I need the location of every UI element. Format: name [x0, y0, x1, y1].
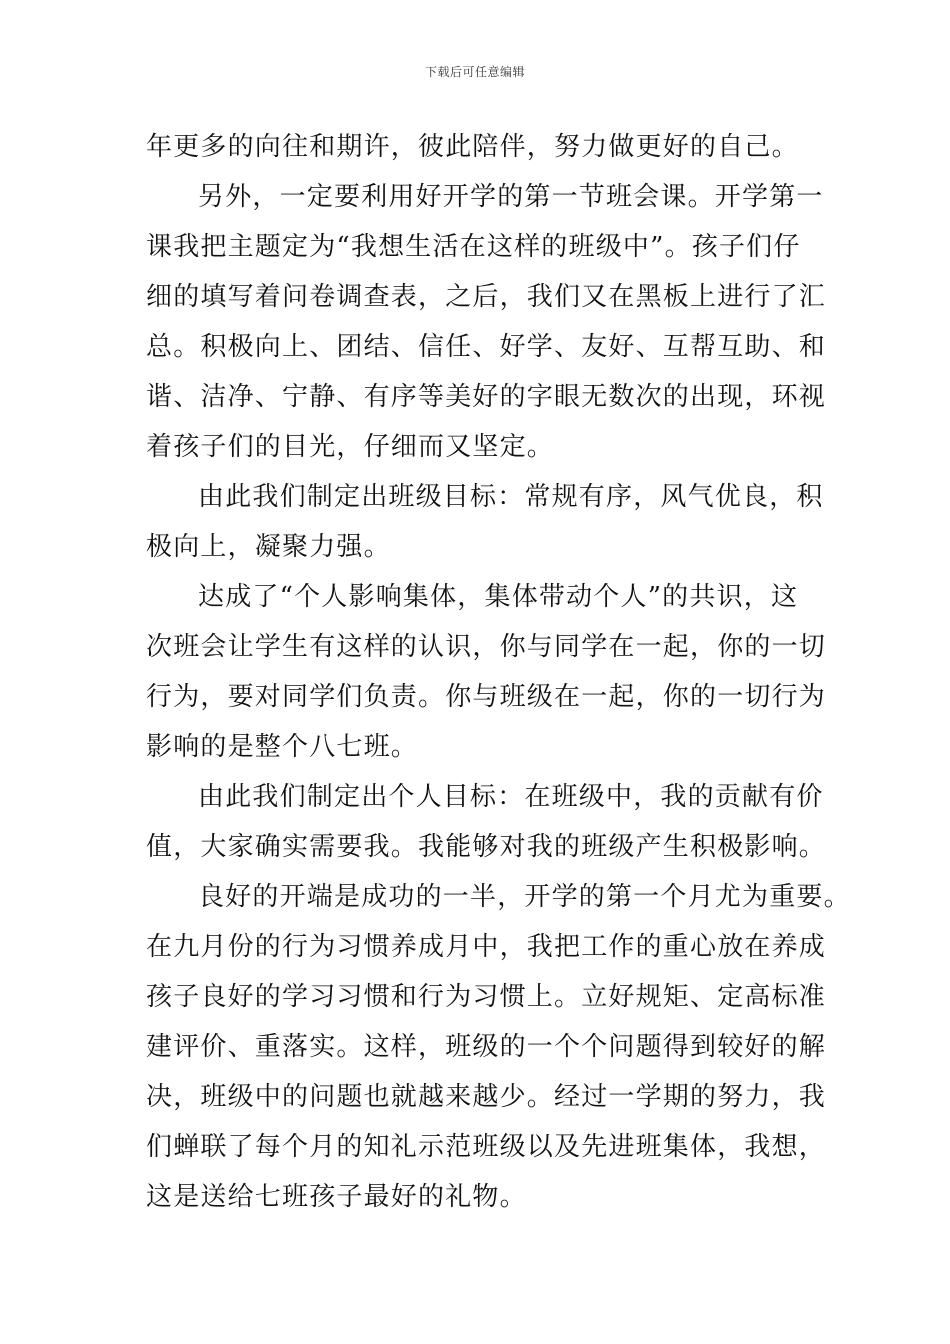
text-line: 这是送给七班孩子最好的礼物。 [146, 1182, 527, 1212]
text-line: 课我把主题定为“我想生活在这样的班级中”。孩子们仔 [146, 232, 801, 262]
document-body [146, 122, 851, 1222]
text-line: 年更多的向往和期许，彼此陪伴，努力做更好的自己。 [146, 132, 799, 162]
text-line: 们蝉联了每个月的知礼示范班级以及先进班集体，我想， [146, 1132, 827, 1162]
paragraph-start-line: 由此我们制定出班级目标：常规有序，风气优良，积 [198, 482, 824, 512]
text-line: 次班会让学生有这样的认识，你与同学在一起，你的一切 [146, 632, 827, 662]
text-line: 谐、洁净、宁静、有序等美好的字眼无数次的出现，环视 [146, 382, 827, 412]
paragraph-start-line: 达成了“个人影响集体，集体带动个人”的共识，这 [198, 582, 799, 612]
text-line: 孩子良好的学习习惯和行为习惯上。立好规矩、定高标准 [146, 982, 827, 1012]
text-line: 建评价、重落实。这样，班级的一个个问题得到较好的解 [146, 1032, 827, 1062]
text-line: 极向上，凝聚力强。 [146, 532, 391, 562]
text-line: 细的填写着问卷调查表，之后，我们又在黑板上进行了汇 [146, 282, 827, 312]
paragraph-start-line: 良好的开端是成功的一半，开学的第一个月尤为重要。 [198, 882, 851, 912]
text-line: 决，班级中的问题也就越来越少。经过一学期的努力，我 [146, 1082, 827, 1112]
paragraph-start-line: 由此我们制定出个人目标：在班级中，我的贡献有价 [198, 782, 824, 812]
text-line: 在九月份的行为习惯养成月中，我把工作的重心放在养成 [146, 932, 827, 962]
text-line: 着孩子们的目光，仔细而又坚定。 [146, 432, 555, 462]
paragraph-start-line: 另外，一定要利用好开学的第一节班会课。开学第一 [198, 182, 824, 212]
text-line: 总。积极向上、团结、信任、好学、友好、互帮互助、和 [146, 332, 827, 362]
page-header: 下载后可任意编辑 [424, 65, 525, 79]
text-line: 影响的是整个八七班。 [146, 732, 419, 762]
text-line: 值，大家确实需要我。我能够对我的班级产生积极影响。 [146, 832, 827, 862]
text-line: 行为，要对同学们负责。你与班级在一起，你的一切行为 [146, 682, 827, 712]
